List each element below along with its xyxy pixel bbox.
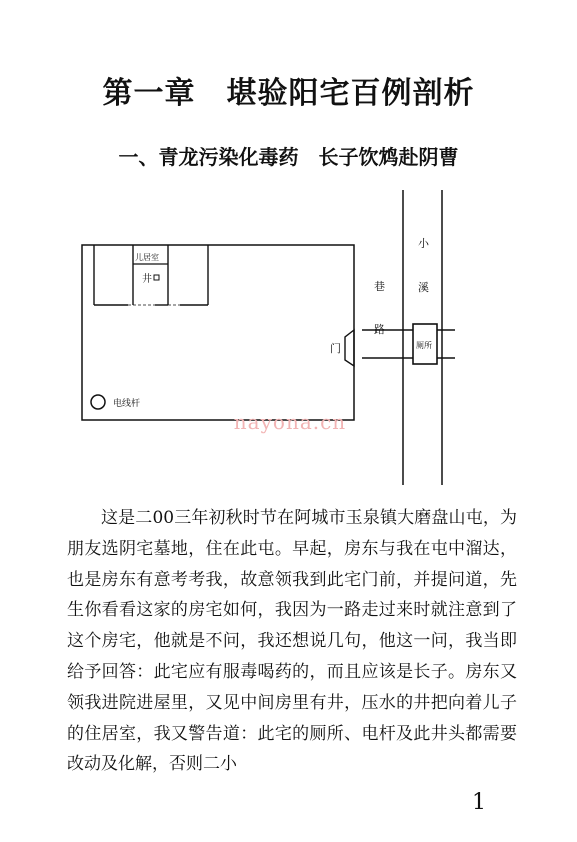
body-paragraph: 这是二00三年初秋时节在阿城市玉泉镇大磨盘山屯，为朋友选阴宅墓地，住在此屯。早起，房东与我在屯中溜达，也是房东有意考考我，故意领我到此宅门前，并提问道，先生你看看这家的房宅如何，我因为一路走过来时就注意到了这个房宅，他就是不问，我还想说几句，他这一问，我当即给予回答：此宅应有服毒喝药的，而且应该是长子。房东又领我进院进屋里，又见中间房里有井，压水的井把向着儿子的住居室，我又警告道：此宅的厕所、电杆及此井头都需要改动及化解，否则二小 xyxy=(67,508,517,775)
lane-char-2: 路 xyxy=(374,323,385,336)
watermark: nayona.cn xyxy=(233,410,347,434)
well-label: 井 xyxy=(142,274,152,285)
lane-label xyxy=(374,280,389,336)
chapter-title: 第一章 堪验阳宅百例剖析 xyxy=(102,76,475,111)
section-title: 一、青龙污染化毒药 长子饮鸩赴阴曹 xyxy=(118,145,459,169)
electric-pole-icon xyxy=(91,395,105,409)
gate-icon xyxy=(345,330,354,366)
creek-char-1: 小 xyxy=(418,237,429,250)
creek-char-2: 溪 xyxy=(418,281,429,294)
creek-label xyxy=(418,236,433,294)
lane-char-1: 巷 xyxy=(374,280,385,293)
body-text xyxy=(67,503,517,780)
toilet-label: 厕所 xyxy=(416,341,432,350)
door-label: 门 xyxy=(330,342,341,355)
well-icon xyxy=(154,275,159,280)
pole-label: 电线杆 xyxy=(113,399,141,409)
house-outline xyxy=(82,245,354,420)
son-room-label: 儿居室 xyxy=(135,253,159,262)
page-number: 1 xyxy=(472,790,486,815)
